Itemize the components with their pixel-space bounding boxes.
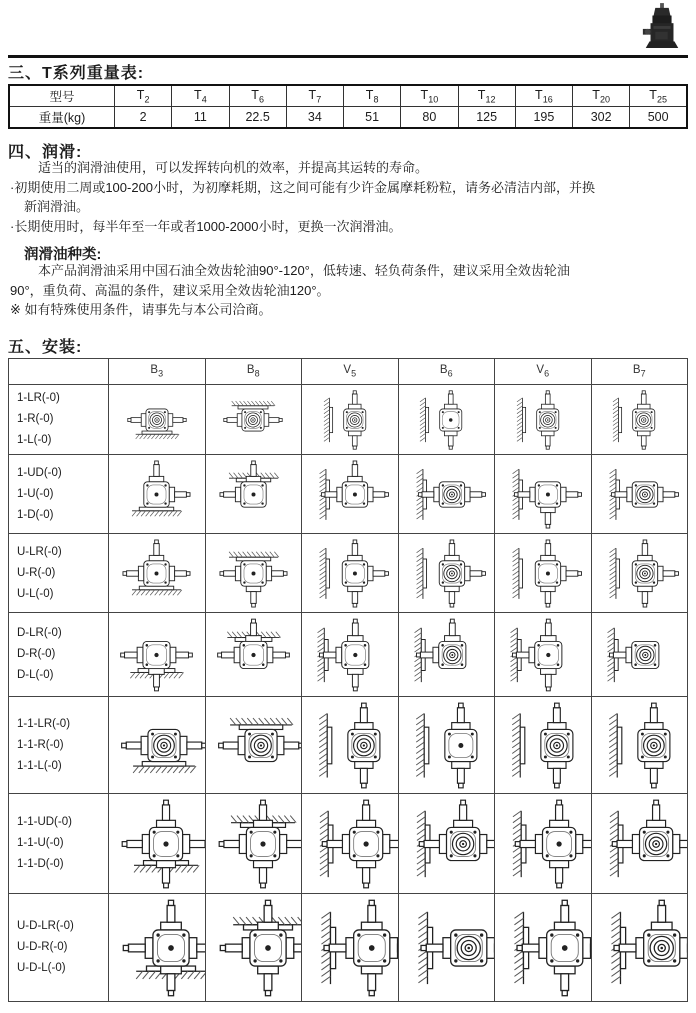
model-code: U-D-L(-0) — [17, 962, 66, 974]
install-row — [9, 794, 688, 894]
install-header-row — [9, 359, 688, 385]
gearbox-drawing-ceiling-mount — [210, 539, 297, 608]
install-cell — [398, 534, 495, 613]
install-cell — [205, 894, 302, 1002]
weight-cell: 22.5 — [229, 107, 286, 129]
install-cell — [591, 697, 688, 794]
weight-table-model-row — [9, 85, 687, 107]
gearbox-drawing-wall-mount — [592, 799, 688, 889]
model-code: 1-UD(-0) — [17, 466, 62, 479]
section-heading-lubrication: 四、润滑: — [8, 144, 83, 161]
gearbox-drawing-wall-mount — [601, 390, 677, 450]
install-cell — [591, 455, 688, 534]
top-rule — [8, 55, 688, 58]
install-cell — [398, 613, 495, 697]
model-cell: $T_{16}$ — [515, 85, 572, 107]
gearbox-drawing-wall-mount — [306, 460, 393, 529]
weight-cell: 302 — [573, 107, 630, 129]
model-cell: $T_2$ — [115, 85, 172, 107]
oil-types-paragraphs — [10, 261, 686, 320]
oil-types-subheading: 润滑油种类: — [24, 247, 102, 263]
model-code: 1-D(-0) — [17, 508, 54, 521]
model-label: 型号 — [9, 85, 115, 107]
install-row — [9, 455, 688, 534]
paragraph-line: ※ 如有特殊使用条件，请事先与本公司洽商。 — [10, 302, 272, 317]
install-cell — [109, 794, 206, 894]
model-code: D-LR(-0) — [17, 627, 62, 639]
weight-cell: 11 — [172, 107, 229, 129]
gearbox-drawing-wall-mount — [306, 539, 393, 608]
section-heading-weight: 三、T系列重量表: — [8, 65, 145, 82]
gearbox-drawing-wall-mount — [495, 799, 591, 889]
gearbox-drawing-wall-mount — [408, 390, 484, 450]
gearbox-drawing-wall-mount — [499, 460, 586, 529]
model-code: 1-1-U(-0) — [17, 837, 64, 849]
gearbox-drawing-wall-mount — [303, 618, 396, 692]
paragraph-line: 90°，重负荷、高温的条件，建议采用全效齿轮油120°。 — [10, 282, 330, 298]
install-table — [8, 358, 688, 1002]
mount-position-header: $B_8$ — [205, 359, 302, 385]
gearbox-photo-icon — [640, 3, 684, 56]
paragraph-line: ·长期使用时，每半年至一年或者1000-2000小时，更换一次润滑油。 — [10, 218, 402, 234]
install-cell — [205, 613, 302, 697]
model-cell: $T_{10}$ — [401, 85, 458, 107]
install-cell — [591, 385, 688, 455]
model-code-labels — [9, 613, 109, 697]
gearbox-drawing-wall-mount — [399, 799, 495, 889]
install-cell — [302, 697, 399, 794]
install-cell — [398, 697, 495, 794]
model-code: U-L(-0) — [17, 587, 54, 600]
gearbox-drawing-wall-mount — [302, 799, 398, 889]
weight-cell: 195 — [515, 107, 572, 129]
install-row — [9, 613, 688, 697]
model-cell: $T_{25}$ — [630, 85, 687, 107]
gearbox-drawing-ceiling-mount — [210, 460, 297, 529]
model-code: 1-U(-0) — [17, 487, 54, 500]
model-code: 1-L(-0) — [17, 434, 52, 446]
gearbox-drawing-wall-mount — [399, 702, 495, 789]
install-cell — [109, 385, 206, 455]
gearbox-drawing-floor-mount — [113, 460, 200, 529]
install-cell — [495, 697, 592, 794]
install-row — [9, 894, 688, 1002]
mount-position-header: $V_6$ — [495, 359, 592, 385]
install-cell — [398, 455, 495, 534]
gearbox-drawing-wall-mount — [499, 539, 586, 608]
model-code: 1-1-R(-0) — [17, 738, 64, 751]
gearbox-drawing-wall-mount — [400, 618, 493, 692]
gearbox-drawing-wall-mount — [399, 899, 495, 997]
weight-cell: 2 — [115, 107, 172, 129]
install-cell — [205, 794, 302, 894]
gearbox-drawing-wall-mount — [312, 390, 388, 450]
gearbox-drawing-ceiling-mount — [206, 899, 302, 997]
gearbox-drawing-wall-mount — [505, 390, 581, 450]
weight-cell: 500 — [630, 107, 687, 129]
install-cell — [302, 794, 399, 894]
gearbox-drawing-wall-mount — [403, 460, 490, 529]
section-heading-install: 五、安装: — [8, 339, 83, 356]
install-cell — [109, 534, 206, 613]
gearbox-drawing-floor-mount — [109, 899, 205, 997]
install-cell — [591, 794, 688, 894]
install-cell — [109, 455, 206, 534]
model-cell: $T_6$ — [229, 85, 286, 107]
install-cell — [495, 894, 592, 1002]
install-cell — [109, 613, 206, 697]
weight-cell: 125 — [458, 107, 515, 129]
install-cell — [398, 794, 495, 894]
gearbox-drawing-wall-mount — [495, 702, 591, 789]
model-cell: $T_{12}$ — [458, 85, 515, 107]
install-cell — [205, 534, 302, 613]
install-cell — [302, 894, 399, 1002]
mount-position-header: $V_5$ — [302, 359, 399, 385]
gearbox-drawing-ceiling-mount — [215, 390, 291, 450]
model-code: D-R(-0) — [17, 648, 56, 660]
model-code: U-D-LR(-0) — [17, 920, 74, 932]
model-code-labels — [9, 385, 109, 455]
install-cell — [398, 385, 495, 455]
weight-table-weight-row — [9, 107, 687, 129]
gearbox-drawing-wall-mount — [496, 618, 589, 692]
gearbox-drawing-floor-mount — [119, 390, 195, 450]
model-cell: $T_{20}$ — [573, 85, 630, 107]
model-cell: $T_4$ — [172, 85, 229, 107]
model-code: U-D-R(-0) — [17, 941, 68, 953]
gearbox-drawing-wall-mount — [302, 899, 398, 997]
gearbox-drawing-wall-mount — [302, 702, 398, 789]
gearbox-drawing-wall-mount — [593, 618, 686, 692]
gearbox-drawing-floor-mount — [110, 618, 203, 692]
gearbox-drawing-ceiling-mount — [206, 799, 302, 889]
install-row — [9, 697, 688, 794]
gearbox-drawing-wall-mount — [592, 702, 688, 789]
gearbox-drawing-floor-mount — [109, 702, 205, 789]
install-cell — [205, 697, 302, 794]
model-cell: $T_7$ — [286, 85, 343, 107]
model-cell: $T_8$ — [344, 85, 401, 107]
weight-table — [8, 84, 688, 129]
gearbox-drawing-wall-mount — [596, 539, 683, 608]
paragraph-line: ·初期使用二周或100-200小时，为初摩耗期，这之间可能有少许金属摩耗粉粒，请务必清洁内部，并换 — [10, 179, 596, 195]
gearbox-drawing-wall-mount — [495, 899, 591, 997]
mount-position-header: $B_3$ — [109, 359, 206, 385]
install-cell — [205, 455, 302, 534]
model-code: 1-1-LR(-0) — [17, 717, 71, 730]
install-cell — [109, 894, 206, 1002]
gearbox-drawing-floor-mount — [109, 799, 205, 889]
install-cell — [495, 455, 592, 534]
install-cell — [591, 534, 688, 613]
install-cell — [591, 613, 688, 697]
install-cell — [302, 613, 399, 697]
gearbox-drawing-wall-mount — [592, 899, 688, 997]
model-code: U-LR(-0) — [17, 545, 62, 558]
model-code: 1-1-L(-0) — [17, 759, 62, 772]
install-cell — [495, 613, 592, 697]
install-cell — [302, 455, 399, 534]
install-cell — [495, 385, 592, 455]
model-code: 1-LR(-0) — [17, 392, 60, 404]
weight-cell: 80 — [401, 107, 458, 129]
lubrication-paragraphs — [10, 158, 686, 236]
model-code: 1-1-UD(-0) — [17, 816, 72, 828]
mount-position-header: $B_7$ — [591, 359, 688, 385]
install-cell — [302, 385, 399, 455]
install-cell — [398, 894, 495, 1002]
weight-cell: 34 — [286, 107, 343, 129]
paragraph-line: 本产品润滑油采用中国石油全效齿轮油90°-120°，低转速、轻负荷条件，建议采用全效齿轮油 — [38, 263, 570, 278]
gearbox-drawing-wall-mount — [403, 539, 490, 608]
install-cell — [495, 794, 592, 894]
model-code-labels — [9, 455, 109, 534]
install-row — [9, 534, 688, 613]
model-code: D-L(-0) — [17, 669, 54, 681]
model-code-labels — [9, 534, 109, 613]
weight-label: 重量(kg) — [9, 107, 115, 129]
model-code-labels — [9, 794, 109, 894]
install-cell — [495, 534, 592, 613]
paragraph-line: 适当的润滑油使用，可以发挥转向机的效率，并提高其运转的寿命。 — [38, 160, 429, 175]
gearbox-drawing-ceiling-mount — [207, 618, 300, 692]
install-cell — [591, 894, 688, 1002]
gearbox-drawing-wall-mount — [596, 460, 683, 529]
gearbox-drawing-ceiling-mount — [206, 702, 302, 789]
mount-position-header: $B_6$ — [398, 359, 495, 385]
weight-cell: 51 — [344, 107, 401, 129]
model-code: 1-1-D(-0) — [17, 858, 64, 870]
model-code-labels — [9, 894, 109, 1002]
model-code-labels — [9, 697, 109, 794]
install-row — [9, 385, 688, 455]
install-cell — [109, 697, 206, 794]
model-code: 1-R(-0) — [17, 413, 54, 425]
model-code: U-R(-0) — [17, 566, 56, 579]
paragraph-line: 新润滑油。 — [24, 199, 90, 214]
gearbox-drawing-floor-mount — [113, 539, 200, 608]
install-header-empty — [9, 359, 109, 385]
install-cell — [205, 385, 302, 455]
install-cell — [302, 534, 399, 613]
